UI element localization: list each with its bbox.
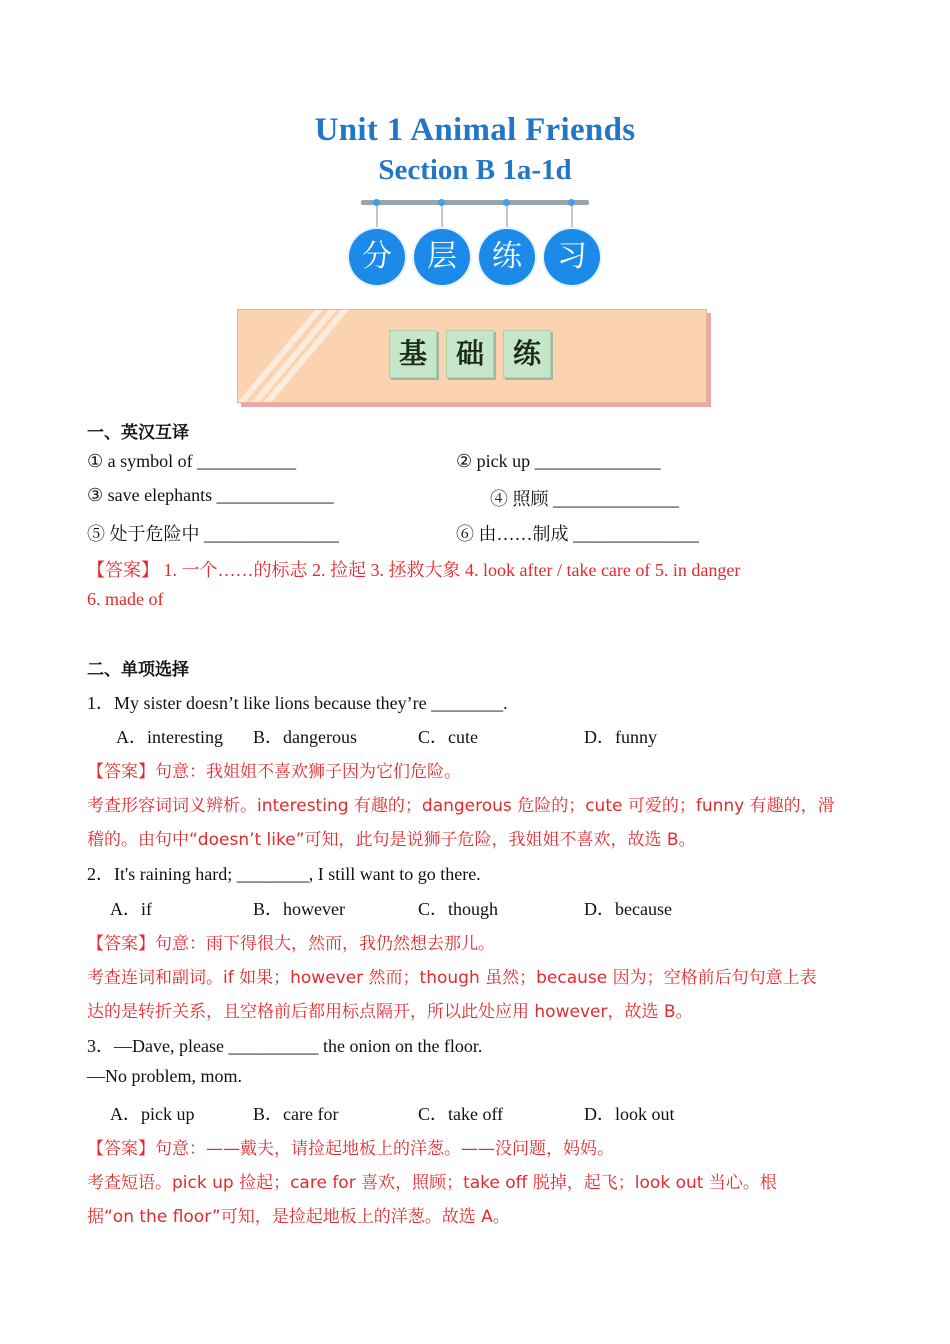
- option-a: A．if: [110, 899, 152, 919]
- answer-line: 【答案】句意：雨下得很大，然而，我仍然想去那儿。: [87, 934, 495, 954]
- option-d: D．because: [584, 899, 672, 919]
- question-stem: 1．My sister doesn’t like lions because they’re ________.: [87, 693, 508, 713]
- question-stem: 2．It's raining hard; ________, I still want to go there.: [87, 864, 481, 884]
- vocab-item: ⑤ 处于危险中 _______________: [87, 524, 339, 544]
- vocab-item: ① a symbol of ___________: [87, 451, 297, 471]
- option-a: A．pick up: [110, 1104, 195, 1124]
- option-d: D．look out: [584, 1104, 675, 1124]
- section-subtitle: Section B 1a-1d: [378, 154, 572, 186]
- banner-tile-chu: 础: [446, 330, 494, 378]
- hanger-bar: [361, 200, 589, 205]
- unit-title: Unit 1 Animal Friends: [314, 112, 636, 148]
- badge-circle-xi: 习: [544, 229, 600, 285]
- option-b: B．however: [253, 899, 345, 919]
- section2-heading: 二、单项选择: [87, 660, 189, 680]
- hanger-dot: [568, 199, 575, 206]
- option-a: A．interesting: [116, 727, 223, 747]
- explanation-line: 考查短语。pick up 捡起；care for 喜欢，照顾；take off 脱掉，起飞；look out 当心。根: [87, 1173, 777, 1193]
- explanation-line: 据“on the floor”可知，是捡起地板上的洋葱。故选 A。: [87, 1207, 510, 1227]
- hanger-dot: [503, 199, 510, 206]
- banner-tile-lian: 练: [503, 330, 551, 378]
- option-c: C．though: [418, 899, 499, 919]
- badge-circle-ceng: 层: [414, 229, 470, 285]
- question-stem-reply: —No problem, mom.: [87, 1066, 242, 1086]
- vocab-item: ④ 照顾 ______________: [490, 489, 679, 509]
- option-b: B．care for: [253, 1104, 339, 1124]
- explanation-line: 达的是转折关系，且空格前后都用标点隔开，所以此处应用 however，故选 B。: [87, 1002, 693, 1022]
- badge-circle-lian: 练: [479, 229, 535, 285]
- answer-line: 【答案】 1. 一个……的标志 2. 捡起 3. 拯救大象 4. look after / take care of 5. in danger: [87, 560, 741, 580]
- banner-tile-ji: 基: [389, 330, 437, 378]
- answer-line: 6. made of: [87, 589, 164, 609]
- badge-circle-fen: 分: [349, 229, 405, 285]
- explanation-line: 稽的。由句中“doesn’t like”可知，此句是说狮子危险，我姐姐不喜欢，故选 B。: [87, 830, 696, 850]
- vocab-item: ② pick up ______________: [456, 451, 661, 471]
- section1-heading: 一、英汉互译: [87, 423, 189, 443]
- option-d: D．funny: [584, 727, 657, 747]
- option-c: C．take off: [418, 1104, 504, 1124]
- hanger-dot: [438, 199, 445, 206]
- question-stem: 3．—Dave, please __________ the onion on the floor.: [87, 1036, 483, 1056]
- explanation-line: 考查连词和副词。if 如果；however 然而；though 虽然；because 因为；空格前后句句意上表: [87, 968, 817, 988]
- answer-line: 【答案】句意：——戴夫，请捡起地板上的洋葱。——没问题，妈妈。: [87, 1139, 614, 1159]
- answer-line: 【答案】句意：我姐姐不喜欢狮子因为它们危险。: [87, 762, 461, 782]
- vocab-item: ③ save elephants _____________: [87, 485, 334, 505]
- explanation-line: 考查形容词词义辨析。interesting 有趣的；dangerous 危险的；cute 可爱的；funny 有趣的，滑: [87, 796, 835, 816]
- vocab-item: ⑥ 由……制成 ______________: [456, 524, 699, 544]
- hanger-dot: [373, 199, 380, 206]
- option-c: C．cute: [418, 727, 478, 747]
- option-b: B．dangerous: [253, 727, 357, 747]
